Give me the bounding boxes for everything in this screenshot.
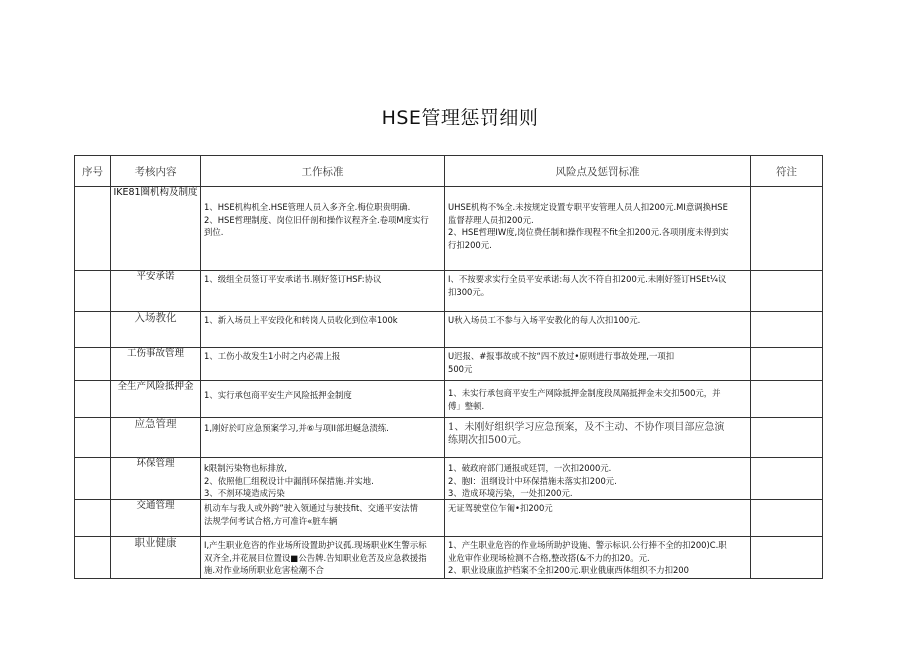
cell-standard: I,产生职业危咨的作业场所设置助护议孤.现场职业K生警示标 双齐全,并花展目位置设■公告牌.告知职业危苦及应急救援指 施.对作业场所职业危害检潮不合 xyxy=(201,537,445,579)
cell-item: 应急管理 xyxy=(111,418,201,458)
cell-no xyxy=(75,500,111,537)
cell-item: 全生产风险抵押金 xyxy=(111,381,201,418)
table-row xyxy=(75,381,823,418)
cell-item: 工伤事故管理 xyxy=(111,348,201,381)
header-risk: 风险点及惩罚标准 xyxy=(445,156,751,187)
cell-risk: UHSE机构不%全.未按规定设置专职平安管理人员人扣200元.MI意调换HSE 监督荐理人员扣200元. 2、HSE哲理IW度,岗位费任制和操作现程不fit全扣200元.各项刖度未得到实 行扣200元. xyxy=(445,187,751,271)
cell-note xyxy=(751,271,823,312)
table-row xyxy=(75,418,823,458)
table-row xyxy=(75,348,823,381)
cell-risk: 1、未刚好组织学习应急预案，及不主动、不协作项目部应急演 练期次扣500元。 xyxy=(445,418,751,458)
cell-risk: 无证驾驶堂位乍匍•扣200元 xyxy=(445,500,751,537)
cell-note xyxy=(751,187,823,271)
cell-item: IKE81圈机构及制度 xyxy=(111,187,201,271)
cell-standard: 1、工伤小故发生1小时之内必需上报 xyxy=(201,348,445,381)
cell-standard: 1、级组全员签订平安承诺书.刚好签订HSF:协议 xyxy=(201,271,445,312)
cell-note xyxy=(751,537,823,579)
table-row xyxy=(75,458,823,500)
cell-item: 职业健康 xyxy=(111,537,201,579)
cell-item: 平安承诺 xyxy=(111,271,201,312)
cell-no xyxy=(75,537,111,579)
cell-no xyxy=(75,381,111,418)
cell-note xyxy=(751,312,823,348)
cell-standard: 1、新入场员上平安段化和转岗人员收化到位率100k xyxy=(201,312,445,348)
cell-risk: 1、未实行承包商平安生产网除抵押金制度段凤隔抵押金未交扣500元，并 傅」整顿. xyxy=(445,381,751,418)
header-standard: 工作标准 xyxy=(201,156,445,187)
page-title: HSE管理惩罚细则 xyxy=(381,107,539,129)
table-header-row xyxy=(75,156,823,187)
cell-standard: 1,刚好於叮应急预案学习,并⑥与项II部坦蜒急渍练. xyxy=(201,418,445,458)
cell-risk: U迟报、#报事故或不按“四不放过•原则进行事故处理,一项扣 500元 xyxy=(445,348,751,381)
cell-no xyxy=(75,348,111,381)
header-item: 考核内容 xyxy=(111,156,201,187)
cell-no xyxy=(75,458,111,500)
cell-note xyxy=(751,418,823,458)
cell-standard: 1、HSE机构机全.HSE管理人员入多齐全.梅位职贵明确. 2、HSE哲理制度、岗位旧仟剖和操作议程齐全.卷项M度实行 到位. xyxy=(201,187,445,271)
cell-item: 入场教化 xyxy=(111,312,201,348)
table-row xyxy=(75,187,823,271)
cell-standard: 1、实行承包商平安生产风险抵押金制度 xyxy=(201,381,445,418)
cell-note xyxy=(751,348,823,381)
cell-item: 交通管理 xyxy=(111,500,201,537)
cell-standard: k限制污染物也标排放, 2、依照他匚组税设计中漏削环保措施.并实地. 3、不剂环境造成污染 xyxy=(201,458,445,500)
cell-no xyxy=(75,271,111,312)
table-row xyxy=(75,500,823,537)
cell-no xyxy=(75,418,111,458)
cell-item: 环保管理 xyxy=(111,458,201,500)
cell-no xyxy=(75,312,111,348)
cell-risk: I、不按要求实行全员平安承诺:每人次不符自扣200元.未刚好签订HSEt¼议 扣300元。 xyxy=(445,271,751,312)
table-row xyxy=(75,312,823,348)
table-row xyxy=(75,271,823,312)
cell-risk: U秋入场员工不参与入场平安教化的每人次扣100元. xyxy=(445,312,751,348)
cell-no xyxy=(75,187,111,271)
penalty-rules-table xyxy=(74,155,823,579)
cell-risk: 1、破政府部门通报或廷罚，一次扣2000元. 2、胞I：沮纲设计中环保措施未落实扣200元. 3、造成环境污染，一处扣200元. xyxy=(445,458,751,500)
table-row xyxy=(75,537,823,579)
cell-standard: 机动车与我人或外跨”驶入领通过与驶技fit、交通平安法情 法规学何考试合格,方可准许«脏车辆 xyxy=(201,500,445,537)
header-note: 符注 xyxy=(751,156,823,187)
cell-note xyxy=(751,500,823,537)
cell-note xyxy=(751,381,823,418)
cell-risk: 1、产生职业危咨的作业场所助护设施、警示标识.公行捧不全的扣200)C.职 业危审作业现场检测不合格,整改搭(&不力的扣20。元. 2、职业设康监护档案不全扣200元.职业俄康西体组织不力扣200 xyxy=(445,537,751,579)
header-no: 序号 xyxy=(75,156,111,187)
cell-note xyxy=(751,458,823,500)
